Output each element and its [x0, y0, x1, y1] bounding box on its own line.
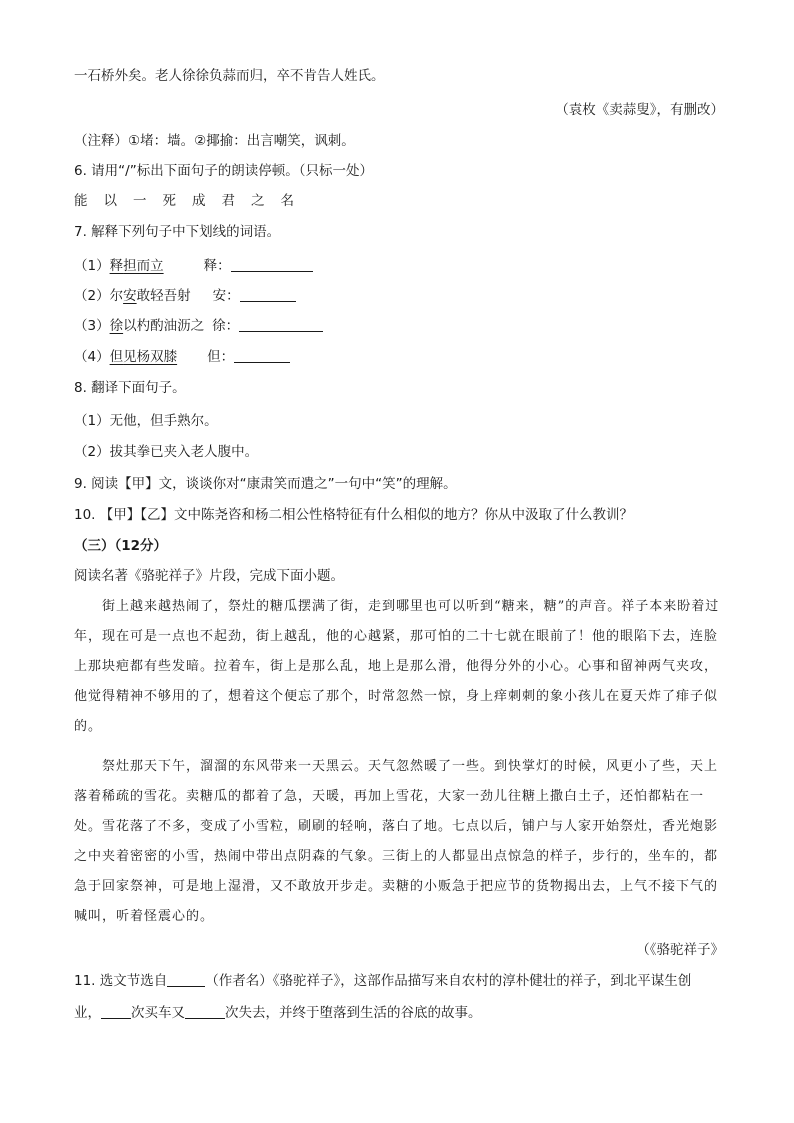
question-7-item-3: （3）徐以杓酌油沥之 徐：	[74, 316, 724, 336]
source-citation-2: （《骆驼祥子》	[636, 942, 724, 958]
reading-instruction: 阅读名著《骆驼祥子》片段，完成下面小题。	[74, 568, 344, 584]
notes-line: （注释）①堵：墙。②揶揄：出言嘲笑，讽刺。	[74, 133, 355, 149]
answer-blank-count-2[interactable]	[185, 1004, 225, 1019]
underlined-word: 但	[109, 349, 124, 365]
answer-blank[interactable]	[231, 257, 313, 272]
question-7-item-2: （2）尔安敢轻吾射 安：	[74, 286, 724, 306]
section-3-heading: （三）（12分）	[74, 538, 168, 554]
question-11-line-2: 业， 次买车又 次失去，并终于堕落到生活的谷底的故事。	[74, 1005, 482, 1021]
question-9: 9. 阅读【甲】文，谈谈你对“康肃笑而遣之”一句中“笑”的理解。	[74, 476, 457, 492]
question-6: 6. 请用“/”标出下面句子的朗读停顿。（只标一处）	[74, 163, 373, 179]
question-8-item-2: （2）拔其拳已夹入老人腹中。	[74, 444, 259, 460]
answer-blank[interactable]	[234, 348, 290, 363]
answer-blank[interactable]	[240, 287, 296, 302]
passage-paragraph-2: 祭灶那天下午，溜溜的东风带来一天黑云。天气忽然暖了一些。到快掌灯的时候，风更小了些，天上落着稀疏的雪花。卖糖瓜的都着了急，天暖，再加上雪花，大家一劲儿往糖上撒白土子，还怕都粘在一处。雪花落了不多，变成了小雪粒，刷刷的轻响，落白了地。七点以后，铺户与人家开始祭灶，香光炮影之中夹着密密的小雪，热闹中带出点阴森的气象。三街上的人都显出点惊急的样子，步行的，坐车的，都急于回家祭神，可是地上湿滑，又不敢放开步走。卖糖的小贩急于把应节的货物揭出去，上气不接下气的喊叫，听着怪震心的。	[74, 759, 719, 924]
underlined-word: 安	[123, 288, 137, 304]
answer-blank-count-1[interactable]	[101, 1004, 131, 1019]
answer-blank-author[interactable]	[167, 972, 205, 987]
answer-blank[interactable]	[239, 317, 323, 332]
question-7: 7. 解释下列句子中下划线的词语。	[74, 224, 281, 240]
question-6-sentence: 能以一死成君之名	[74, 193, 310, 209]
question-10: 10. 【甲】【乙】文中陈尧咨和杨二相公性格特征有什么相似的地方？你从中汲取了什么教训？	[74, 507, 634, 523]
text-line-1: 一石桥外矣。老人徐徐负蒜而归，卒不肯告人姓氏。	[74, 68, 385, 84]
question-8-item-1: （1）无他，但手熟尔。	[74, 413, 218, 429]
question-7-item-1: （1）释担而立 释：	[74, 256, 724, 276]
underlined-word: 徐	[109, 318, 124, 334]
question-8: 8. 翻译下面句子。	[74, 380, 186, 396]
underlined-word: 释	[109, 258, 124, 274]
question-11-line-1: 11. 选文节选自 （作者名）《骆驼祥子》，这部作品描写来自农村的淳朴健壮的祥子，到北平谋生创	[74, 973, 692, 989]
source-citation-1: （袁枚《卖蒜叟》，有删改）	[555, 102, 724, 118]
passage-paragraph-1: 街上越来越热闹了，祭灶的糖瓜摆满了街，走到哪里也可以听到“糖来，糖”的声音。祥子本来盼着过年，现在可是一点也不起劲，街上越乱，他的心越紧，那可怕的二十七就在眼前了！他的眼陷下去，连脸上那块疤都有些发暗。拉着车，街上是那么乱，地上是那么滑，他得分外的小心。心事和留神两气夹攻，他觉得精神不够用的了，想着这个便忘了那个，时常忽然一惊，身上痒刺刺的象小孩儿在夏天炸了痱子似的。	[74, 599, 720, 734]
question-7-item-4: （4）但见杨双膝 但：	[74, 347, 724, 367]
